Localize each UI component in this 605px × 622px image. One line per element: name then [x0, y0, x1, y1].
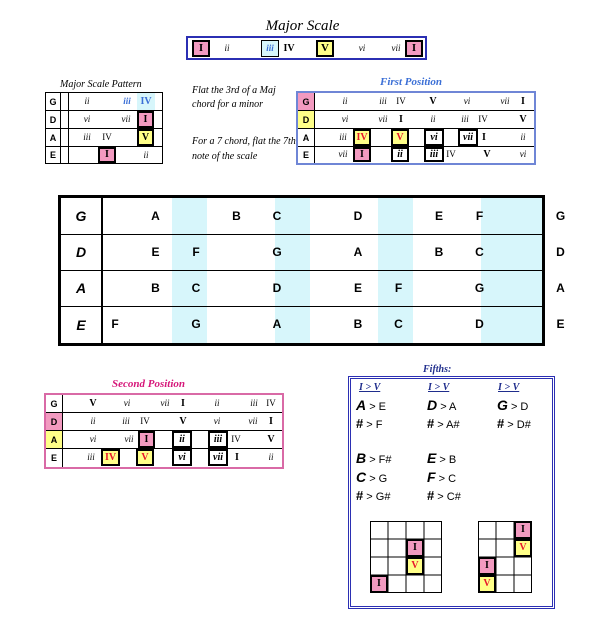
position-cell: iii [208, 431, 228, 448]
page-title: Major Scale [265, 18, 340, 34]
position-cell: iii [379, 96, 387, 106]
position-cell: iii [122, 416, 130, 426]
position-cell: iii [87, 452, 95, 462]
fifth-degree: I [370, 575, 388, 593]
fifth-pair [356, 416, 383, 431]
position-cell: I [482, 131, 486, 143]
pattern-title: Major Scale Pattern [60, 79, 142, 90]
strip-degree: vi [358, 43, 366, 53]
fret-note: F [475, 209, 484, 223]
pattern-cell: I [137, 111, 154, 128]
fifth-root: G [497, 397, 508, 413]
fifth-pair [497, 416, 531, 431]
fifth-root: C [356, 469, 367, 485]
pattern-cell: vii [121, 114, 131, 124]
position-cell: I [269, 415, 273, 427]
position-cell: IV [101, 449, 120, 466]
string-label: A [302, 132, 310, 143]
position-cell: I [353, 147, 371, 162]
fret-note: A [151, 209, 160, 223]
minor-tip: Flat the 3rd of a Maj chord for a minor [192, 85, 276, 110]
string-label: E [50, 452, 57, 463]
position-cell: ii [90, 416, 96, 426]
first-position-title: First Position [380, 76, 443, 88]
fifth-pair [427, 416, 460, 431]
string-label: D [49, 114, 57, 125]
fifth-target: > E [369, 401, 387, 413]
fifth-pair [497, 397, 528, 413]
pattern-cell: iii [83, 132, 91, 142]
fret-note: B [434, 245, 444, 259]
fret-note: G [191, 317, 201, 331]
fifth-target: > D [510, 401, 529, 413]
string-label: G [49, 96, 57, 107]
fifth-pair [427, 469, 456, 485]
fifths-title: Fifths: [423, 364, 452, 375]
position-cell: vii [500, 96, 510, 106]
fifth-pair [356, 488, 390, 503]
fifth-target: > A [440, 401, 457, 413]
pattern-grid [45, 92, 163, 164]
position-cell: IV [478, 114, 488, 124]
position-cell: V [89, 397, 97, 409]
fret-note: B [151, 281, 160, 295]
pattern-cell: ii [84, 96, 90, 106]
strip-degree: V [316, 40, 334, 57]
position-cell: IV [266, 398, 276, 408]
pattern-cell: I [98, 147, 116, 163]
fifth-pair [427, 450, 456, 466]
position-cell: IV [353, 129, 371, 146]
position-cell: V [429, 95, 437, 107]
position-cell: vii [248, 416, 258, 426]
fifth-root: F [427, 469, 436, 485]
position-cell: ii [214, 398, 220, 408]
fret-note: E [151, 245, 160, 259]
position-cell: vi [123, 398, 131, 408]
position-cell: I [181, 397, 185, 409]
fret-note: E [556, 317, 565, 331]
fifth-degree: I [514, 521, 532, 539]
fifth-root: # [497, 416, 505, 431]
string-label: A [75, 280, 87, 296]
string-label: A [49, 132, 57, 143]
strip-degree: I [405, 40, 423, 57]
string-label: D [75, 244, 87, 260]
position-cell: ii [430, 114, 436, 124]
pattern-cell: vi [83, 114, 91, 124]
fret-note: G [474, 281, 485, 295]
position-cell: vi [424, 129, 444, 146]
string-label: G [302, 96, 310, 107]
string-label: A [50, 434, 58, 445]
position-cell: iii [339, 132, 347, 142]
fifth-target: > D# [507, 419, 531, 431]
fifth-degree: I [478, 557, 496, 575]
position-cell: vi [341, 114, 349, 124]
fifth-root: # [356, 416, 364, 431]
string-label: E [76, 316, 86, 333]
fifth-target: > B [439, 454, 457, 466]
strip-degree: iii [261, 40, 279, 57]
fret-note: C [394, 317, 403, 331]
position-cell: V [179, 415, 187, 427]
position-cell: ii [520, 132, 526, 142]
position-cell: vii [458, 129, 478, 146]
fifth-degree: V [406, 557, 424, 575]
position-cell: iii [461, 114, 469, 124]
fifths-grid-right [478, 521, 532, 593]
fifth-target: > G# [366, 491, 391, 503]
position-cell: vi [463, 96, 471, 106]
fifth-degree: V [514, 539, 532, 557]
position-cell: IV [140, 416, 150, 426]
fifth-target: > A# [437, 419, 460, 431]
position-cell: vii [124, 434, 134, 444]
string-label: G [50, 398, 58, 409]
fifth-root: # [427, 488, 435, 503]
fifth-pair [356, 450, 392, 466]
fifth-degree: I [406, 539, 424, 557]
fret-note: C [475, 245, 484, 259]
fifth-pair [427, 397, 456, 413]
fret-note: A [556, 281, 565, 295]
position-cell: V [519, 113, 527, 125]
position-cell: ii [172, 431, 192, 448]
seventh-tip: For a 7 chord, flat the 7th note of the scale [192, 136, 296, 162]
position-cell: I [235, 451, 239, 463]
string-label: D [50, 416, 58, 427]
fret-note: E [434, 209, 443, 223]
fret-note: F [111, 317, 119, 331]
fifth-root: # [356, 488, 364, 503]
fret-note: B [232, 209, 241, 223]
fifth-root: B [356, 450, 367, 466]
fifth-target: > C [438, 473, 457, 485]
fifths-header: I > V [428, 382, 450, 393]
fifth-pair [356, 469, 387, 485]
pattern-cell: IV [137, 93, 155, 110]
position-cell: V [483, 148, 491, 160]
fifths-header: I > V [498, 382, 520, 393]
fifth-root: # [427, 416, 435, 431]
string-label: G [75, 208, 87, 224]
position-cell: V [136, 449, 154, 466]
fret-note: B [353, 317, 363, 331]
fifth-target: > G [369, 473, 388, 485]
position-cell: ii [342, 96, 348, 106]
fifth-root: D [427, 397, 438, 413]
position-cell: iii [424, 147, 444, 162]
strip-degree: vii [391, 43, 401, 53]
second-position-grid [44, 393, 284, 469]
fret-note: C [272, 209, 282, 223]
position-cell: V [391, 129, 409, 146]
position-cell: iii [250, 398, 258, 408]
fret-note: C [191, 281, 201, 295]
second-position-title: Second Position [112, 378, 186, 390]
fret-note: D [272, 281, 282, 295]
major-scale-strip [186, 36, 427, 60]
fret-note: D [556, 245, 565, 259]
fret-note: D [475, 317, 484, 331]
position-cell: vi [89, 434, 97, 444]
pattern-cell: IV [102, 132, 112, 142]
position-cell: vi [519, 149, 527, 159]
fifth-root: A [356, 397, 367, 413]
fifth-pair [427, 488, 461, 503]
string-label: E [302, 149, 309, 160]
position-cell: I [521, 95, 525, 107]
position-cell: vii [208, 449, 228, 466]
pattern-cell: iii [123, 96, 131, 106]
fretboard [58, 195, 566, 346]
fifth-target: > F [366, 419, 383, 431]
position-cell: vii [338, 149, 348, 159]
fret-note: F [394, 281, 403, 295]
position-cell: vii [160, 398, 170, 408]
position-cell: V [267, 433, 275, 445]
position-cell: vi [213, 416, 221, 426]
pattern-cell: V [137, 129, 154, 146]
position-cell: I [399, 113, 403, 125]
strip-degree: I [192, 40, 210, 57]
string-label: E [49, 150, 56, 160]
first-position-grid [296, 91, 536, 165]
strip-degree: ii [224, 43, 230, 53]
position-cell: ii [391, 147, 409, 162]
fifths-header: I > V [359, 382, 381, 393]
fifth-degree: V [478, 575, 496, 593]
fifths-grid-left [370, 521, 442, 593]
fret-note: D [353, 209, 363, 223]
fret-note: A [272, 317, 282, 331]
position-cell: I [138, 431, 155, 448]
fifth-pair [356, 397, 386, 413]
position-cell: vi [172, 449, 192, 466]
fret-note: A [353, 245, 363, 259]
position-cell: ii [268, 452, 274, 462]
fifth-target: > C# [437, 491, 461, 503]
fifth-root: E [427, 450, 437, 466]
position-cell: vii [378, 114, 388, 124]
fifth-target: > F# [369, 454, 392, 466]
position-cell: IV [446, 149, 456, 159]
fret-note: F [192, 245, 200, 259]
position-cell: IV [396, 96, 406, 106]
string-label: D [302, 114, 310, 125]
fret-note: E [353, 281, 362, 295]
pattern-cell: ii [143, 149, 149, 160]
fret-note: G [272, 245, 282, 259]
position-cell: IV [231, 434, 241, 444]
fifths-panel [348, 376, 555, 609]
fret-note: G [555, 209, 566, 223]
strip-degree: IV [283, 42, 295, 54]
